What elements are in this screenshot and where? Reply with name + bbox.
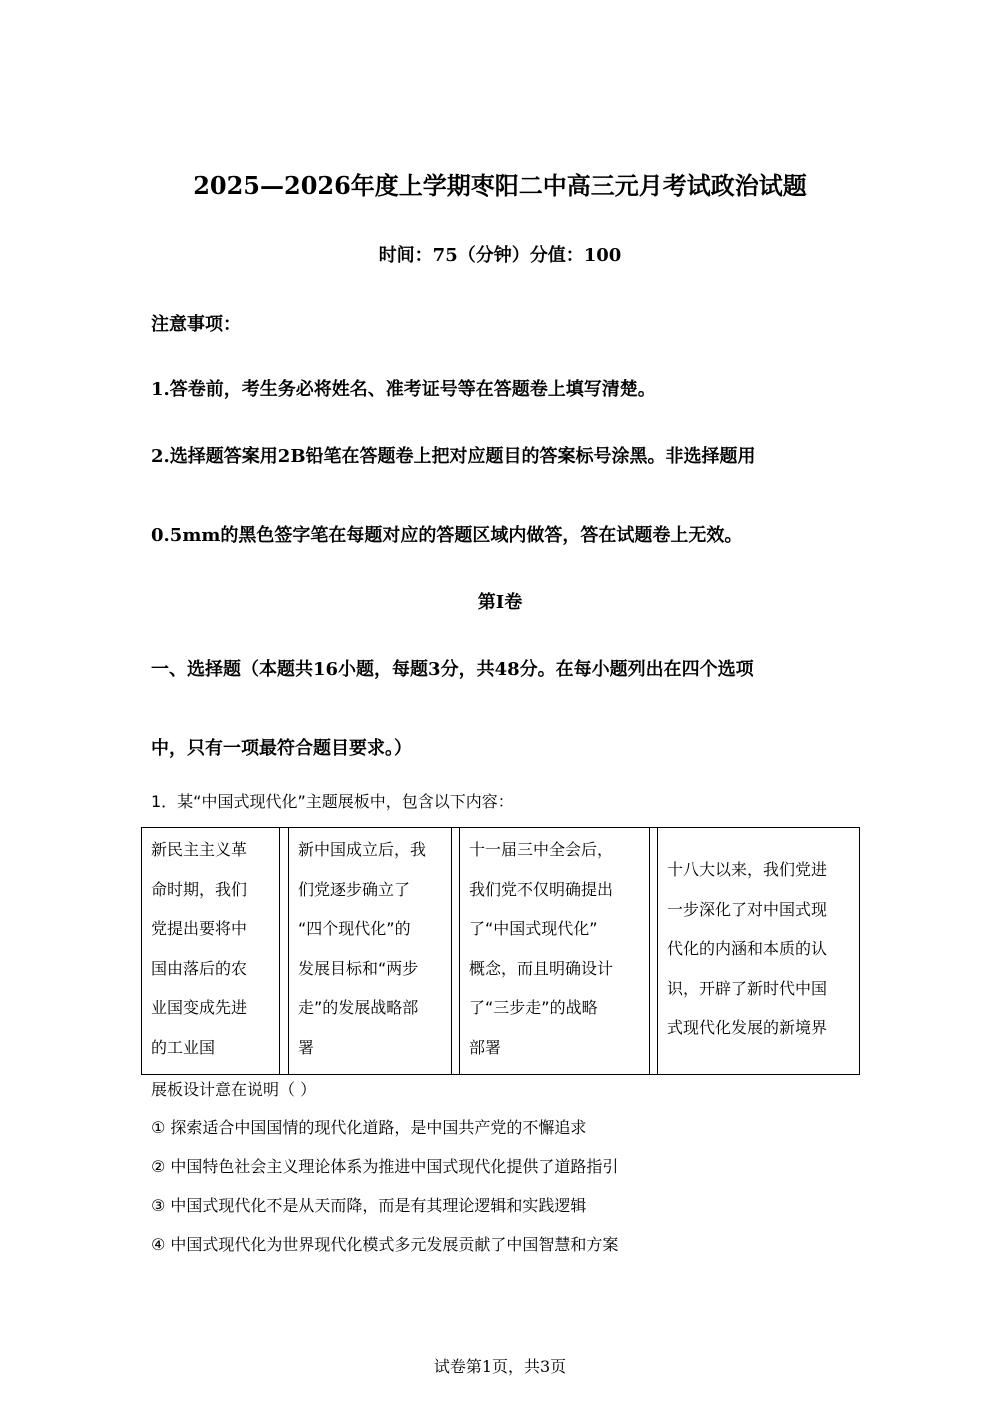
option-3: ③ 中国式现代化不是从天而降，而是有其理论逻辑和实践逻辑 — [151, 1196, 587, 1215]
note-item-1: 1.答卷前，考生务必将姓名、准考证号等在答题卷上填写清楚。 — [151, 379, 656, 400]
cell-line: 新民主主义革 — [151, 840, 248, 859]
table-divider — [279, 828, 280, 1074]
cell-line: 走”的发展战略部 — [298, 998, 419, 1017]
page-footer: 试卷第1页，共3页 — [433, 1357, 567, 1376]
option-1: ① 探索适合中国国情的现代化道路，是中国共产党的不懈追求 — [151, 1118, 587, 1137]
notes-heading: 注意事项： — [151, 314, 241, 335]
note-item-2-line-1: 2.选择题答案用2B铅笔在答题卷上把对应题目的答案标号涂黑。非选择题用 — [151, 446, 756, 467]
cell-line: 的工业国 — [151, 1037, 216, 1057]
section-heading-line-1: 一、选择题（本题共16小题，每题3分，共48分。在每小题列出在四个选项 — [151, 659, 754, 680]
option-2: ② 中国特色社会主义理论体系为推进中国式现代化提供了道路指引 — [151, 1157, 619, 1176]
cell-line: 概念，而且明确设计 — [469, 958, 614, 978]
question-1-prompt: 展板设计意在说明（ ） — [151, 1080, 317, 1099]
cell-line: 党提出要将中 — [151, 919, 248, 938]
question-1-table — [141, 827, 860, 1075]
cell-line: 式现代化发展的新境界 — [667, 1018, 828, 1037]
cell-line: 发展目标和“两步 — [298, 958, 419, 978]
question-1-stem: 1．某“中国式现代化”主题展板中，包含以下内容： — [151, 792, 514, 811]
cell-line: 一步深化了对中国式现 — [667, 899, 828, 919]
cell-line: 识，开辟了新时代中国 — [667, 978, 828, 998]
table-divider — [649, 828, 650, 1074]
volume-heading: 第Ⅰ卷 — [477, 592, 523, 613]
cell-line: 十一届三中全会后， — [469, 840, 614, 859]
cell-line: 部署 — [469, 1037, 502, 1057]
table-divider — [451, 828, 452, 1074]
exam-title: 2025—2026年度上学期枣阳二中高三元月考试政治试题 — [193, 171, 807, 200]
cell-line: 们党逐步确立了 — [298, 879, 411, 899]
cell-line: “四个现代化”的 — [298, 919, 411, 938]
table-cell-4 — [658, 828, 858, 1074]
cell-line: 十八大以来，我们党进 — [667, 860, 828, 879]
note-item-2-line-2: 0.5mm的黑色签字笔在每题对应的答题区域内做答，答在试题卷上无效。 — [151, 525, 743, 546]
cell-line: 我们党不仅明确提出 — [469, 879, 614, 899]
cell-line: 国由落后的农 — [151, 958, 248, 978]
cell-line: 署 — [298, 1037, 315, 1057]
exam-meta: 时间：75（分钟）分值：100 — [378, 245, 622, 266]
cell-line: 新中国成立后，我 — [298, 840, 427, 859]
table-cell-1 — [142, 828, 279, 1074]
cell-line: 代化的内涵和本质的认 — [667, 939, 828, 958]
cell-line: 了“三步走”的战略 — [469, 998, 598, 1017]
cell-line: 了“中国式现代化” — [469, 919, 598, 938]
table-cell-2 — [289, 828, 451, 1074]
section-heading-line-2: 中，只有一项最符合题目要求。） — [151, 738, 412, 759]
cell-line: 命时期，我们 — [151, 879, 248, 899]
cell-line: 业国变成先进 — [151, 998, 248, 1017]
option-4: ④ 中国式现代化为世界现代化模式多元发展贡献了中国智慧和方案 — [151, 1235, 619, 1254]
table-cell-3 — [460, 828, 649, 1074]
